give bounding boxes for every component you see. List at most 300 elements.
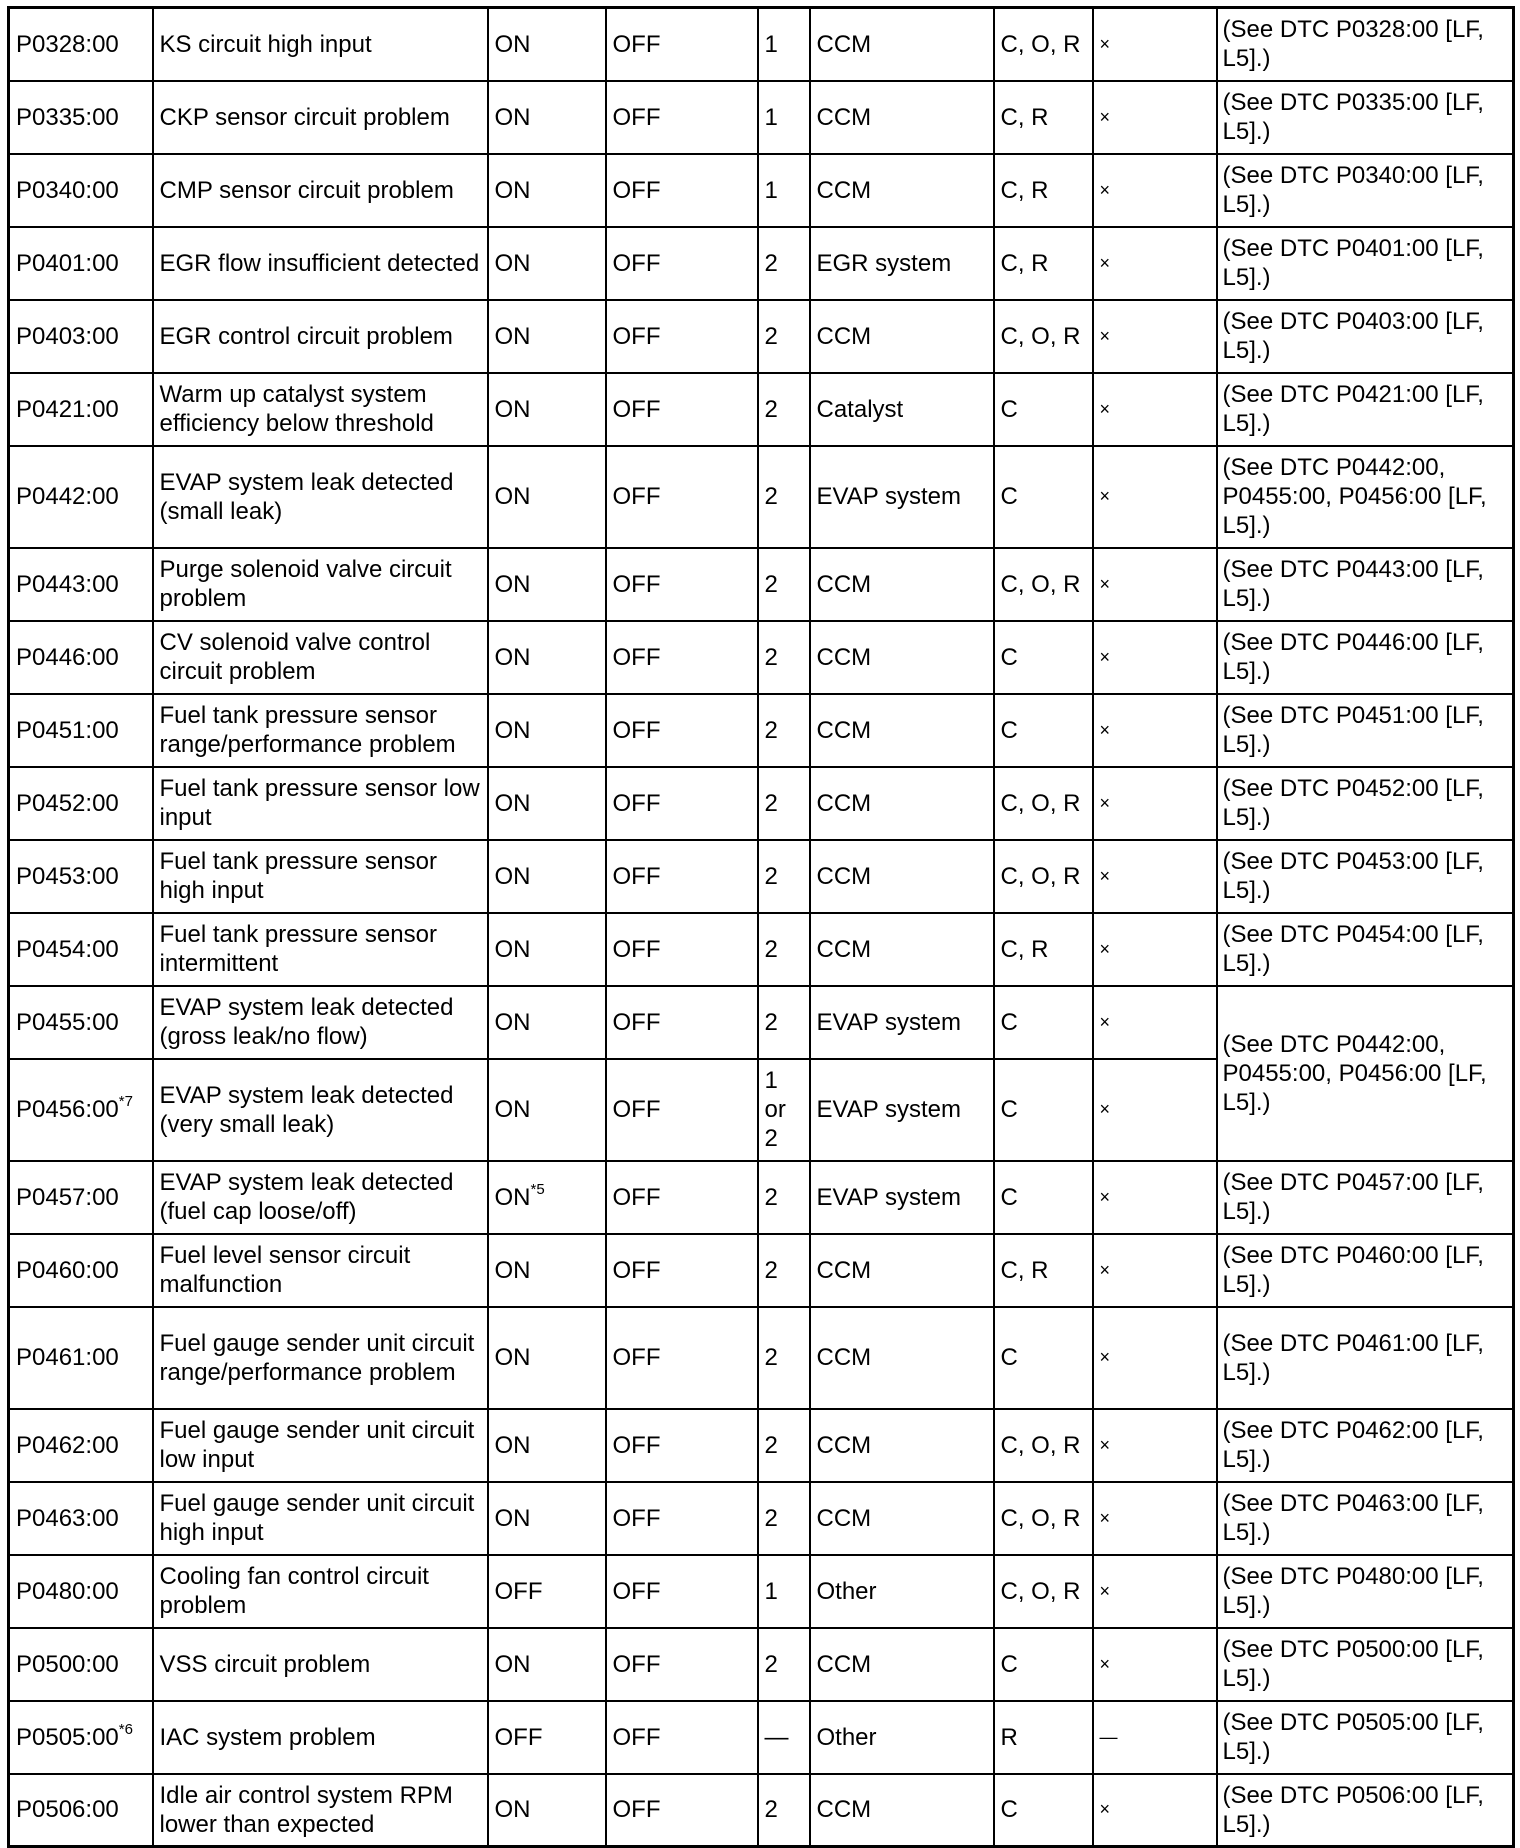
trip-cell bbox=[758, 767, 810, 840]
dtc-display-cell bbox=[1093, 621, 1217, 694]
table-row bbox=[9, 621, 1514, 694]
reference-cell-text: (See DTC P0506:00 [LF, L5].) bbox=[1222, 1781, 1484, 1838]
dtc-display-cell bbox=[1093, 227, 1217, 300]
memory-function-cell bbox=[994, 81, 1093, 154]
description-cell-text: Fuel gauge sender unit circuit high input bbox=[159, 1490, 475, 1546]
dtc-display-cell-text: × bbox=[1099, 573, 1111, 594]
mil-cell bbox=[488, 986, 606, 1059]
generator-light-cell bbox=[606, 300, 758, 373]
dtc-code-cell-text: P0462:00 bbox=[16, 1431, 119, 1459]
reference-cell-text: (See DTC P0443:00 [LF, L5].) bbox=[1222, 556, 1484, 612]
reference-cell-text: (See DTC P0442:00, P0455:00, P0456:00 [LF, L5].) bbox=[1222, 1030, 1487, 1116]
reference-cell bbox=[1217, 1307, 1514, 1409]
reference-cell bbox=[1217, 548, 1514, 621]
mil-cell-text: ON bbox=[494, 1256, 531, 1284]
generator-light-cell-text: OFF bbox=[612, 862, 661, 890]
reference-cell-text: (See DTC P0446:00 [LF, L5].) bbox=[1222, 629, 1484, 685]
reference-cell-text: (See DTC P0328:00 [LF, L5].) bbox=[1222, 16, 1484, 73]
monitor-item-cell bbox=[810, 913, 994, 986]
memory-function-cell-text: C bbox=[1000, 1344, 1018, 1371]
reference-cell-text: (See DTC P0462:00 [LF, L5].) bbox=[1222, 1417, 1484, 1473]
memory-function-cell-text: C, O, R bbox=[1000, 322, 1081, 350]
memory-function-cell bbox=[994, 840, 1093, 913]
memory-function-cell-text: C, O, R bbox=[1000, 570, 1081, 598]
trip-cell bbox=[758, 621, 810, 694]
generator-light-cell bbox=[606, 227, 758, 300]
reference-cell bbox=[1217, 1234, 1514, 1307]
reference-cell bbox=[1217, 1409, 1514, 1482]
table-row bbox=[9, 1701, 1514, 1774]
reference-cell bbox=[1217, 913, 1514, 986]
memory-function-cell bbox=[994, 548, 1093, 621]
mil-cell bbox=[488, 373, 606, 446]
dtc-display-cell-text: × bbox=[1099, 106, 1111, 127]
monitor-item-cell bbox=[810, 446, 994, 548]
trip-cell bbox=[758, 1482, 810, 1555]
generator-light-cell-text: OFF bbox=[612, 1344, 661, 1371]
monitor-item-cell bbox=[810, 621, 994, 694]
monitor-item-cell-text: CCM bbox=[816, 1504, 872, 1532]
memory-function-cell-text: C, O, R bbox=[1000, 862, 1081, 890]
memory-function-cell-text: C, O, R bbox=[1000, 30, 1081, 58]
table-row bbox=[9, 81, 1514, 154]
trip-cell-text: 2 bbox=[764, 1650, 778, 1678]
memory-function-cell bbox=[994, 694, 1093, 767]
generator-light-cell-text: OFF bbox=[612, 1650, 661, 1678]
dtc-code-cell bbox=[9, 767, 153, 840]
monitor-item-cell-text: CCM bbox=[816, 789, 872, 817]
dtc-display-cell-text: × bbox=[1099, 486, 1111, 506]
reference-cell bbox=[1217, 840, 1514, 913]
dtc-display-cell bbox=[1093, 154, 1217, 227]
monitor-item-cell-text: CCM bbox=[816, 716, 872, 744]
generator-light-cell bbox=[606, 1774, 758, 1847]
monitor-item-cell bbox=[810, 1059, 994, 1161]
dtc-display-cell bbox=[1093, 1555, 1217, 1628]
description-cell-text: Fuel tank pressure sensor high input bbox=[159, 848, 437, 904]
trip-cell bbox=[758, 694, 810, 767]
mil-cell bbox=[488, 1482, 606, 1555]
description-cell-text: VSS circuit problem bbox=[159, 1650, 371, 1678]
mil-cell bbox=[488, 154, 606, 227]
description-cell-text: Fuel gauge sender unit circuit low input bbox=[159, 1417, 475, 1473]
monitor-item-cell-text: CCM bbox=[816, 570, 872, 598]
trip-cell bbox=[758, 154, 810, 227]
trip-cell bbox=[758, 913, 810, 986]
monitor-item-cell-text: EVAP system bbox=[816, 1096, 961, 1123]
dtc-display-cell-text: × bbox=[1099, 33, 1111, 54]
trip-cell bbox=[758, 446, 810, 548]
dtc-display-cell bbox=[1093, 1628, 1217, 1701]
dtc-code-cell-text: P0456:00 bbox=[16, 1096, 119, 1123]
table-row bbox=[9, 913, 1514, 986]
dtc-code-cell-text: P0460:00 bbox=[16, 1256, 119, 1284]
trip-cell-text: 1 bbox=[764, 103, 778, 131]
monitor-item-cell-text: CCM bbox=[816, 1431, 872, 1459]
memory-function-cell-text: C, R bbox=[1000, 103, 1049, 131]
dtc-code-cell bbox=[9, 548, 153, 621]
trip-cell-text: 2 bbox=[764, 1431, 778, 1459]
trip-cell bbox=[758, 840, 810, 913]
trip-cell-text: 1 bbox=[764, 176, 778, 204]
description-cell bbox=[153, 1059, 488, 1161]
description-cell-text: EVAP system leak detected (gross leak/no flow) bbox=[159, 994, 454, 1050]
memory-function-cell-text: C, O, R bbox=[1000, 789, 1081, 817]
monitor-item-cell bbox=[810, 373, 994, 446]
dtc-display-cell-text: × bbox=[1099, 1799, 1111, 1820]
mil-cell-text: ON bbox=[494, 1431, 531, 1459]
trip-cell-text: 2 bbox=[764, 1344, 778, 1371]
dtc-display-cell-text: × bbox=[1099, 325, 1111, 346]
reference-cell-text: (See DTC P0452:00 [LF, L5].) bbox=[1222, 775, 1484, 831]
reference-cell bbox=[1217, 81, 1514, 154]
description-cell-text: Cooling fan control circuit problem bbox=[159, 1563, 429, 1619]
reference-cell bbox=[1217, 986, 1514, 1161]
description-cell-text: EGR flow insufficient detected bbox=[159, 249, 480, 277]
monitor-item-cell bbox=[810, 840, 994, 913]
reference-cell bbox=[1217, 1701, 1514, 1774]
description-cell bbox=[153, 446, 488, 548]
dtc-display-cell bbox=[1093, 1409, 1217, 1482]
mil-cell-text: ON bbox=[494, 570, 531, 598]
dtc-display-cell-text: — bbox=[1099, 1726, 1118, 1747]
description-cell bbox=[153, 694, 488, 767]
generator-light-cell-text: OFF bbox=[612, 716, 661, 744]
memory-function-cell bbox=[994, 227, 1093, 300]
description-cell-text: Warm up catalyst system efficiency below threshold bbox=[159, 381, 434, 437]
trip-cell-text: 2 bbox=[764, 395, 778, 423]
mil-cell bbox=[488, 300, 606, 373]
memory-function-cell-text: C, R bbox=[1000, 176, 1049, 204]
description-cell bbox=[153, 227, 488, 300]
generator-light-cell-text: OFF bbox=[612, 1431, 661, 1459]
table-row bbox=[9, 154, 1514, 227]
table-row bbox=[9, 446, 1514, 548]
description-cell bbox=[153, 154, 488, 227]
dtc-code-cell bbox=[9, 1234, 153, 1307]
dtc-display-cell-text: × bbox=[1099, 646, 1111, 667]
monitor-item-cell-text: EGR system bbox=[816, 249, 952, 277]
reference-cell-text: (See DTC P0463:00 [LF, L5].) bbox=[1222, 1490, 1484, 1546]
mil-cell-text: ON bbox=[494, 789, 531, 817]
description-cell bbox=[153, 1555, 488, 1628]
description-cell bbox=[153, 300, 488, 373]
monitor-item-cell bbox=[810, 81, 994, 154]
generator-light-cell-text: OFF bbox=[612, 1008, 661, 1036]
memory-function-cell-text: C bbox=[1000, 483, 1018, 510]
monitor-item-cell-text: CCM bbox=[816, 1344, 872, 1371]
reference-cell-text: (See DTC P0403:00 [LF, L5].) bbox=[1222, 308, 1484, 364]
generator-light-cell bbox=[606, 81, 758, 154]
monitor-item-cell-text: CCM bbox=[816, 1650, 872, 1678]
memory-function-cell-text: C bbox=[1000, 395, 1018, 423]
memory-function-cell-text: C bbox=[1000, 1008, 1018, 1036]
trip-cell bbox=[758, 373, 810, 446]
dtc-code-cell-text: P0403:00 bbox=[16, 322, 119, 350]
reference-cell bbox=[1217, 621, 1514, 694]
table-row bbox=[9, 227, 1514, 300]
description-cell-text: Fuel tank pressure sensor low input bbox=[159, 775, 480, 831]
trip-cell-text: 1 bbox=[764, 30, 778, 58]
memory-function-cell-text: C, O, R bbox=[1000, 1431, 1081, 1459]
mil-cell bbox=[488, 446, 606, 548]
description-cell-text: IAC system problem bbox=[159, 1723, 376, 1751]
generator-light-cell bbox=[606, 1409, 758, 1482]
monitor-item-cell bbox=[810, 694, 994, 767]
dtc-display-cell bbox=[1093, 1701, 1217, 1774]
generator-light-cell-text: OFF bbox=[612, 30, 661, 58]
monitor-item-cell-text: EVAP system bbox=[816, 1008, 961, 1036]
description-cell bbox=[153, 373, 488, 446]
monitor-item-cell bbox=[810, 1628, 994, 1701]
description-cell bbox=[153, 840, 488, 913]
generator-light-cell bbox=[606, 8, 758, 81]
table-row bbox=[9, 1555, 1514, 1628]
dtc-display-cell bbox=[1093, 1307, 1217, 1409]
trip-cell-text: — bbox=[764, 1723, 789, 1751]
dtc-display-cell bbox=[1093, 767, 1217, 840]
reference-cell-text: (See DTC P0457:00 [LF, L5].) bbox=[1222, 1169, 1484, 1225]
trip-cell bbox=[758, 1059, 810, 1161]
mil-cell-text: ON bbox=[494, 176, 531, 204]
footnote-marker: *5 bbox=[530, 1180, 545, 1198]
dtc-display-cell-text: × bbox=[1099, 719, 1111, 740]
dtc-code-cell-text: P0328:00 bbox=[16, 30, 119, 58]
generator-light-cell bbox=[606, 1234, 758, 1307]
generator-light-cell-text: OFF bbox=[612, 643, 661, 671]
dtc-code-cell-text: P0451:00 bbox=[16, 716, 119, 744]
table-row bbox=[9, 840, 1514, 913]
dtc-display-cell bbox=[1093, 446, 1217, 548]
generator-light-cell bbox=[606, 1555, 758, 1628]
trip-cell bbox=[758, 81, 810, 154]
dtc-display-cell bbox=[1093, 300, 1217, 373]
generator-light-cell-text: OFF bbox=[612, 176, 661, 204]
generator-light-cell bbox=[606, 1161, 758, 1234]
dtc-code-cell-text: P0455:00 bbox=[16, 1008, 119, 1036]
dtc-display-cell bbox=[1093, 8, 1217, 81]
reference-cell-text: (See DTC P0421:00 [LF, L5].) bbox=[1222, 381, 1484, 437]
monitor-item-cell bbox=[810, 227, 994, 300]
dtc-display-cell-text: × bbox=[1099, 1259, 1111, 1280]
reference-cell-text: (See DTC P0500:00 [LF, L5].) bbox=[1222, 1636, 1484, 1692]
description-cell bbox=[153, 1482, 488, 1555]
reference-cell bbox=[1217, 300, 1514, 373]
reference-cell-text: (See DTC P0453:00 [LF, L5].) bbox=[1222, 848, 1484, 904]
dtc-display-cell-text: × bbox=[1099, 865, 1111, 886]
generator-light-cell-text: OFF bbox=[612, 1504, 661, 1532]
mil-cell bbox=[488, 1234, 606, 1307]
mil-cell-text: ON bbox=[494, 322, 531, 350]
trip-cell-text: 2 bbox=[764, 322, 778, 350]
memory-function-cell-text: C bbox=[1000, 643, 1018, 671]
description-cell-text: Fuel gauge sender unit circuit range/performance problem bbox=[159, 1329, 475, 1386]
mil-cell-text: ON bbox=[494, 1344, 531, 1371]
dtc-table bbox=[7, 6, 1515, 1848]
table-row bbox=[9, 1234, 1514, 1307]
description-cell bbox=[153, 81, 488, 154]
reference-cell bbox=[1217, 1774, 1514, 1847]
monitor-item-cell-text: CCM bbox=[816, 935, 872, 963]
dtc-display-cell bbox=[1093, 840, 1217, 913]
dtc-code-cell-text: P0463:00 bbox=[16, 1504, 119, 1532]
generator-light-cell bbox=[606, 1628, 758, 1701]
reference-cell bbox=[1217, 227, 1514, 300]
mil-cell bbox=[488, 1628, 606, 1701]
reference-cell bbox=[1217, 694, 1514, 767]
generator-light-cell bbox=[606, 1482, 758, 1555]
trip-cell-text: 1 or 2 bbox=[764, 1067, 786, 1152]
trip-cell-text: 2 bbox=[764, 483, 778, 510]
dtc-code-cell bbox=[9, 1059, 153, 1161]
mil-cell-text: ON bbox=[494, 30, 531, 58]
dtc-code-cell bbox=[9, 1555, 153, 1628]
generator-light-cell-text: OFF bbox=[612, 789, 661, 817]
dtc-code-cell bbox=[9, 373, 153, 446]
dtc-display-cell-text: × bbox=[1099, 1011, 1111, 1032]
monitor-item-cell bbox=[810, 1482, 994, 1555]
table-row bbox=[9, 548, 1514, 621]
dtc-code-cell bbox=[9, 913, 153, 986]
trip-cell bbox=[758, 1307, 810, 1409]
dtc-display-cell-text: × bbox=[1099, 179, 1111, 200]
monitor-item-cell bbox=[810, 1307, 994, 1409]
trip-cell bbox=[758, 8, 810, 81]
memory-function-cell-text: C, R bbox=[1000, 249, 1049, 277]
mil-cell bbox=[488, 913, 606, 986]
memory-function-cell-text: C bbox=[1000, 1796, 1018, 1824]
dtc-code-cell-text: P0461:00 bbox=[16, 1344, 119, 1371]
dtc-display-cell-text: × bbox=[1099, 1434, 1111, 1455]
trip-cell-text: 2 bbox=[764, 716, 778, 744]
trip-cell bbox=[758, 227, 810, 300]
dtc-code-cell bbox=[9, 1307, 153, 1409]
table-row bbox=[9, 694, 1514, 767]
description-cell bbox=[153, 1628, 488, 1701]
mil-cell-text: ON bbox=[494, 103, 531, 131]
reference-cell bbox=[1217, 1482, 1514, 1555]
mil-cell-text: ON bbox=[494, 935, 531, 963]
dtc-display-cell bbox=[1093, 1774, 1217, 1847]
mil-cell-text: ON bbox=[494, 483, 531, 510]
dtc-code-cell bbox=[9, 8, 153, 81]
mil-cell bbox=[488, 227, 606, 300]
generator-light-cell bbox=[606, 767, 758, 840]
trip-cell-text: 2 bbox=[764, 862, 778, 890]
description-cell-text: EVAP system leak detected (fuel cap loose/off) bbox=[159, 1169, 454, 1225]
memory-function-cell-text: C bbox=[1000, 1096, 1018, 1123]
dtc-code-cell bbox=[9, 300, 153, 373]
mil-cell-text: ON bbox=[494, 249, 531, 277]
monitor-item-cell bbox=[810, 154, 994, 227]
monitor-item-cell bbox=[810, 8, 994, 81]
generator-light-cell-text: OFF bbox=[612, 1183, 661, 1211]
memory-function-cell bbox=[994, 1059, 1093, 1161]
trip-cell-text: 2 bbox=[764, 1796, 778, 1824]
description-cell bbox=[153, 1234, 488, 1307]
description-cell bbox=[153, 8, 488, 81]
dtc-code-cell-text: P0500:00 bbox=[16, 1650, 119, 1678]
dtc-display-cell bbox=[1093, 1234, 1217, 1307]
generator-light-cell bbox=[606, 621, 758, 694]
memory-function-cell bbox=[994, 446, 1093, 548]
table-row bbox=[9, 300, 1514, 373]
memory-function-cell bbox=[994, 300, 1093, 373]
generator-light-cell bbox=[606, 373, 758, 446]
dtc-display-cell bbox=[1093, 1161, 1217, 1234]
reference-cell bbox=[1217, 154, 1514, 227]
trip-cell-text: 2 bbox=[764, 643, 778, 671]
mil-cell-text: ON bbox=[494, 716, 531, 744]
dtc-code-cell-text: P0446:00 bbox=[16, 643, 119, 671]
monitor-item-cell bbox=[810, 1409, 994, 1482]
mil-cell-text: ON bbox=[494, 862, 531, 890]
description-cell bbox=[153, 1307, 488, 1409]
memory-function-cell bbox=[994, 913, 1093, 986]
mil-cell-text: ON bbox=[494, 1796, 531, 1824]
memory-function-cell-text: C bbox=[1000, 716, 1018, 744]
mil-cell-text: ON bbox=[494, 1183, 531, 1211]
generator-light-cell bbox=[606, 154, 758, 227]
generator-light-cell bbox=[606, 986, 758, 1059]
dtc-display-cell-text: × bbox=[1099, 1580, 1111, 1601]
dtc-display-cell bbox=[1093, 373, 1217, 446]
trip-cell bbox=[758, 300, 810, 373]
monitor-item-cell-text: CCM bbox=[816, 643, 872, 671]
monitor-item-cell bbox=[810, 548, 994, 621]
trip-cell bbox=[758, 1555, 810, 1628]
mil-cell bbox=[488, 81, 606, 154]
mil-cell bbox=[488, 1161, 606, 1234]
monitor-item-cell bbox=[810, 300, 994, 373]
reference-cell bbox=[1217, 373, 1514, 446]
dtc-display-cell-text: × bbox=[1099, 1186, 1111, 1207]
memory-function-cell bbox=[994, 8, 1093, 81]
reference-cell-text: (See DTC P0451:00 [LF, L5].) bbox=[1222, 702, 1484, 758]
trip-cell-text: 2 bbox=[764, 570, 778, 598]
dtc-code-cell-text: P0506:00 bbox=[16, 1796, 119, 1824]
mil-cell-text: ON bbox=[494, 1096, 531, 1123]
table-row bbox=[9, 986, 1514, 1059]
memory-function-cell-text: C bbox=[1000, 1183, 1018, 1211]
reference-cell-text: (See DTC P0505:00 [LF, L5].) bbox=[1222, 1709, 1484, 1765]
mil-cell-text: ON bbox=[494, 1008, 531, 1036]
table-row bbox=[9, 767, 1514, 840]
description-cell bbox=[153, 1409, 488, 1482]
trip-cell-text: 2 bbox=[764, 935, 778, 963]
dtc-display-cell-text: × bbox=[1099, 1507, 1111, 1528]
trip-cell-text: 1 bbox=[764, 1577, 778, 1605]
reference-cell-text: (See DTC P0480:00 [LF, L5].) bbox=[1222, 1563, 1484, 1619]
memory-function-cell bbox=[994, 986, 1093, 1059]
generator-light-cell bbox=[606, 1059, 758, 1161]
memory-function-cell bbox=[994, 621, 1093, 694]
dtc-code-cell bbox=[9, 694, 153, 767]
memory-function-cell bbox=[994, 1307, 1093, 1409]
dtc-display-cell bbox=[1093, 81, 1217, 154]
monitor-item-cell-text: EVAP system bbox=[816, 483, 961, 510]
trip-cell-text: 2 bbox=[764, 1504, 778, 1532]
reference-cell bbox=[1217, 1161, 1514, 1234]
reference-cell-text: (See DTC P0461:00 [LF, L5].) bbox=[1222, 1329, 1484, 1386]
description-cell-text: Idle air control system RPM lower than expected bbox=[159, 1781, 453, 1838]
dtc-display-cell-text: × bbox=[1099, 1347, 1111, 1367]
trip-cell bbox=[758, 1409, 810, 1482]
table-row bbox=[9, 373, 1514, 446]
dtc-code-cell bbox=[9, 840, 153, 913]
reference-cell bbox=[1217, 767, 1514, 840]
generator-light-cell-text: OFF bbox=[612, 249, 661, 277]
